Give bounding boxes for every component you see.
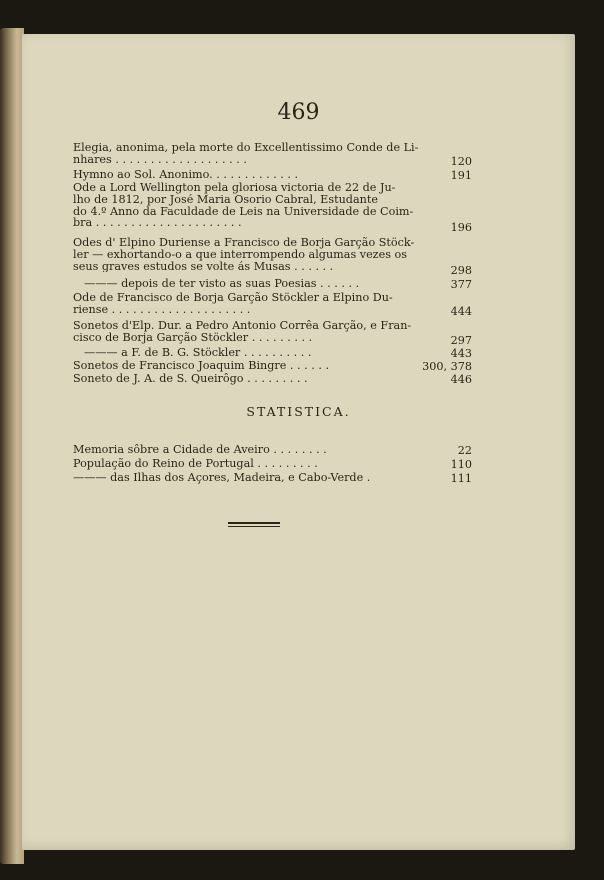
entry-line: do 4.º Anno da Faculdade de Leis na Universidade de Coim- — [73, 205, 414, 218]
toc-entry-odes-elpino — [73, 237, 473, 272]
page-ref: 300, 378 — [422, 360, 472, 373]
page-ref: 191 — [450, 169, 472, 182]
toc-entry-elegia — [73, 142, 473, 166]
entry-line: seus graves estudos se volte ás Musas . . . . . . — [73, 260, 334, 273]
section-heading: STATISTICA. — [246, 404, 351, 419]
entry-line: ——— depois de ter visto as suas Poesias . . . . . . — [84, 278, 360, 290]
entry-line: riense . . . . . . . . . . . . . . . . . . . . — [73, 303, 251, 316]
entry-line: Ode de Francisco de Borja Garção Stöckler a Elpino Du- — [73, 292, 393, 304]
toc-entry-hymno — [73, 169, 473, 181]
toc-entry-ode-wellington — [73, 182, 473, 229]
entry-line: Sonetos de Francisco Joaquim Bingre . . . . . . — [73, 360, 330, 372]
page-ref: 444 — [450, 305, 472, 318]
page-ref: 120 — [450, 155, 472, 168]
page-ref: 196 — [450, 221, 472, 234]
closing-rule-thin — [228, 526, 280, 527]
toc-entry-sonetos-elp — [73, 320, 473, 344]
page-ref: 22 — [457, 444, 472, 457]
entry-line: Elegia, anonima, pela morte do Excellentissimo Conde de Li- — [73, 142, 419, 154]
page-ref: 446 — [450, 373, 472, 386]
entry-line: Odes d' Elpino Duriense a Francisco de Borja Garção Stöck- — [73, 237, 415, 249]
toc-entry-ode-stockler — [73, 292, 473, 316]
toc-entry-ilhas — [73, 472, 473, 484]
entry-line: Soneto de J. A. de S. Queirôgo . . . . . . . . . — [73, 373, 308, 385]
entry-line: ——— a F. de B. G. Stöckler . . . . . . . . . . — [84, 347, 312, 359]
entry-line: Ode a Lord Wellington pela gloriosa victoria de 22 de Ju- — [73, 182, 396, 194]
page-ref: 297 — [450, 334, 472, 347]
toc-entry-soneto-queirogo — [73, 373, 473, 385]
toc-entry-populacao — [73, 458, 473, 470]
closing-rule — [228, 522, 280, 524]
entry-line: Memoria sôbre a Cidade de Aveiro . . . . . . . . — [73, 444, 327, 456]
book-spine-edge — [0, 28, 24, 864]
entry-line: cisco de Borja Garção Stöckler . . . . . . . . . — [73, 331, 313, 344]
toc-entry-memoria-aveiro — [73, 444, 473, 456]
entry-line: Sonetos d'Elp. Dur. a Pedro Antonio Corrêa Garção, e Fran- — [73, 320, 412, 332]
entry-line: População do Reino de Portugal . . . . . . . . . — [73, 458, 318, 470]
book-page — [22, 34, 575, 850]
entry-line: Hymno ao Sol. Anonimo. . . . . . . . . . . . . — [73, 169, 299, 181]
entry-line: bra . . . . . . . . . . . . . . . . . . . . . — [73, 217, 242, 230]
entry-line: ——— das Ilhas dos Açores, Madeira, e Cabo-Verde . — [73, 472, 371, 484]
page-ref: 377 — [450, 278, 472, 291]
page-number: 469 — [277, 100, 320, 125]
page-ref: 298 — [450, 264, 472, 277]
page-ref: 110 — [450, 458, 472, 471]
toc-entry-sonetos-bingre — [73, 360, 473, 372]
entry-line: lho de 1812, por José Maria Osorio Cabral, Estudante — [73, 193, 378, 206]
entry-line: nhares . . . . . . . . . . . . . . . . . . . — [73, 153, 247, 166]
entry-line: ler — exhortando-o a que interrompendo algumas vezes os — [73, 248, 407, 261]
page-ref: 111 — [450, 472, 472, 485]
page-ref: 443 — [450, 347, 472, 360]
